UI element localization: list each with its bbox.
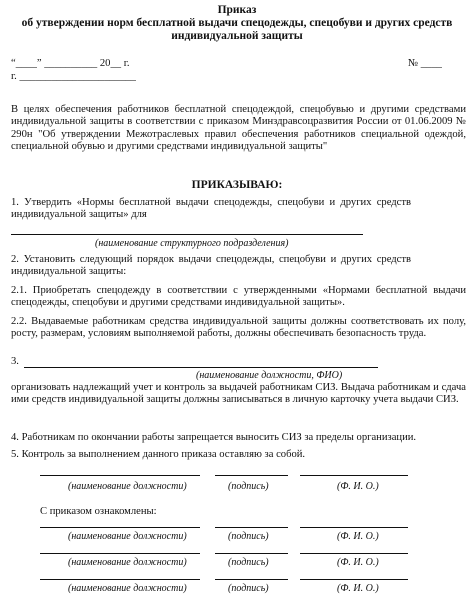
preamble-paragraph: В целях обеспечения работников бесплатной спецодеждой, спецобувью и другими средствами индивидуальной защиты в соответствии с приказом Минздравсоцразвития России от 01.06.2009 № 290н "Об утверждении Межотраслевых правил обеспечения работников специальной одеждой, специальной обувью и другими средствами индивидуальной защиты" [11,104,466,152]
acquainted-1-fio-caption: (Ф. И. О.) [337,531,379,542]
order-number-field: № ____ [408,58,442,69]
acquainted-label: С приказом ознакомлены: [40,506,157,517]
signature-sign-caption: (подпись) [228,481,269,492]
responsible-person-caption: (наименование должности, ФИО) [196,370,343,381]
acquainted-3-position-caption: (наименование должности) [68,583,187,594]
acquainted-3-position-line [40,579,200,580]
signature-fio-caption: (Ф. И. О.) [337,481,379,492]
acquainted-3-sign-caption: (подпись) [228,583,269,594]
acquainted-1-position-line [40,527,200,528]
item-3-text: организовать надлежащий учет и контроль за выдачей работникам СИЗ. Выдача работникам и сдача ими средств индивидуальной защиты должны записываться в личную карточку учета выдачи СИЗ. [11,382,466,406]
city-field: г. ______________________ [11,71,136,82]
document-subtitle-line2: индивидуальной защиты [171,30,303,42]
acquainted-1-fio-line [300,527,408,528]
structural-unit-caption: (наименование структурного подразделения) [95,238,289,249]
acquainted-2-fio-caption: (Ф. И. О.) [337,557,379,568]
signature-position-caption: (наименование должности) [68,481,187,492]
item-2-text: 2. Установить следующий порядок выдачи спецодежды, спецобуви и других средств индивидуальной защиты: [11,254,411,278]
item-4-text: 4. Работникам по окончании работы запрещается выносить СИЗ за пределы организации. [11,432,417,443]
date-field: “____” __________ 20__ г. [11,58,130,69]
acquainted-2-sign-line [215,553,288,554]
acquainted-2-position-line [40,553,200,554]
document-title: Приказ [217,4,257,16]
acquainted-1-sign-line [215,527,288,528]
signature-position-line [40,475,200,476]
acquainted-1-sign-caption: (подпись) [228,531,269,542]
item-2-2-text: 2.2. Выдаваемые работникам средства индивидуальной защиты должны соответствовать их полу, росту, размерам, условиям выполняемой работы, должны обеспечивать безопасность труда. [11,316,466,340]
order-heading: ПРИКАЗЫВАЮ: [191,179,283,191]
document-subtitle-line1: об утверждении норм бесплатной выдачи спецодежды, спецобуви и других средств [21,17,453,29]
acquainted-3-fio-line [300,579,408,580]
responsible-person-line [24,367,378,368]
acquainted-2-fio-line [300,553,408,554]
acquainted-3-sign-line [215,579,288,580]
acquainted-2-position-caption: (наименование должности) [68,557,187,568]
acquainted-2-sign-caption: (подпись) [228,557,269,568]
signature-sign-line [215,475,288,476]
acquainted-3-fio-caption: (Ф. И. О.) [337,583,379,594]
acquainted-1-position-caption: (наименование должности) [68,531,187,542]
item-5-text: 5. Контроль за выполнением данного приказа оставляю за собой. [11,449,306,460]
structural-unit-line [11,234,363,235]
signature-fio-line [300,475,408,476]
item-1-text: 1. Утвердить «Нормы бесплатной выдачи спецодежды, спецобуви и других средств индивидуальной защиты» для [11,197,411,221]
item-3-prefix: 3. [11,356,19,367]
item-2-1-text: 2.1. Приобретать спецодежду в соответствии с утвержденными «Нормами бесплатной выдачи спецодежды, спецобуви и другими средствами индивидуальной защиты». [11,285,466,309]
